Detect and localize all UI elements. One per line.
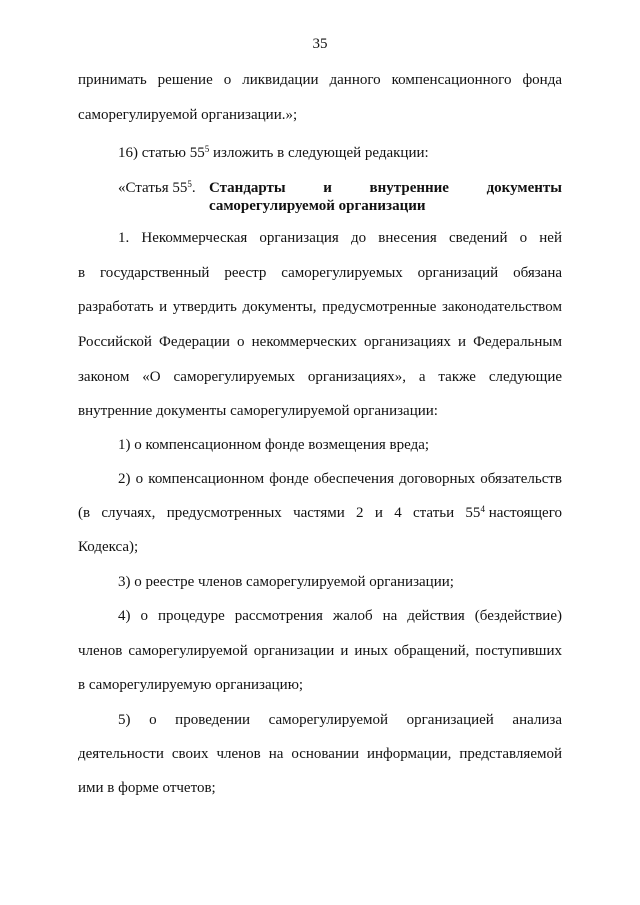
- text-line: законом «О саморегулируемых организациях», а также следующие: [78, 369, 562, 385]
- list-item: 4) о процедуре рассмотрения жалоб на действия (бездействие): [118, 608, 562, 624]
- text-line: [118, 144, 429, 162]
- text-line: разработать и утвердить документы, предусмотренные законодательством: [78, 299, 562, 315]
- page-number: 35: [312, 36, 328, 52]
- text-fragment: 16) статью 55: [118, 145, 205, 161]
- text-line: Кодекса);: [78, 539, 139, 555]
- text-fragment: изложить в следующей редакции:: [209, 145, 429, 161]
- text-line: принимать решение о ликвидации данного компенсационного фонда: [78, 72, 562, 88]
- text-line: внутренние документы саморегулируемой организации:: [78, 403, 438, 419]
- text-fragment: (в случаях, предусмотренных частями 2 и 4 статьи 55: [78, 505, 481, 521]
- text-line: Российской Федерации о некоммерческих организациях и Федеральным: [78, 334, 562, 350]
- superscript: 5: [204, 144, 210, 154]
- superscript: 4: [480, 504, 485, 514]
- text-line: в саморегулируемую организацию;: [78, 677, 304, 693]
- list-item: 3) о реестре членов саморегулируемой организации;: [118, 574, 454, 590]
- text-line: членов саморегулируемой организации и иных обращений, поступивших: [78, 643, 562, 659]
- text-line: в государственный реестр саморегулируемых организаций обязана: [78, 265, 562, 281]
- article-label: [118, 179, 196, 197]
- list-item: 1) о компенсационном фонде возмещения вреда;: [118, 437, 430, 453]
- superscript: 5: [187, 179, 192, 189]
- text-line: саморегулируемой организации.»;: [78, 107, 298, 123]
- list-item: 5) о проведении саморегулируемой организацией анализа: [118, 712, 562, 728]
- text-line: ими в форме отчетов;: [78, 780, 216, 796]
- article-title: Стандарты и внутренние документы: [209, 180, 562, 196]
- text-fragment: «Статья 55: [118, 180, 188, 196]
- list-item: 2) о компенсационном фонде обеспечения договорных обязательств: [118, 471, 562, 487]
- text-line: деятельности своих членов на основании информации, представляемой: [78, 746, 562, 762]
- text-line: [78, 504, 562, 522]
- text-line: 1. Некоммерческая организация до внесения сведений о ней: [118, 230, 562, 246]
- text-fragment: .: [191, 180, 196, 196]
- text-fragment: настоящего: [484, 505, 562, 521]
- article-title: саморегулируемой организации: [209, 198, 426, 214]
